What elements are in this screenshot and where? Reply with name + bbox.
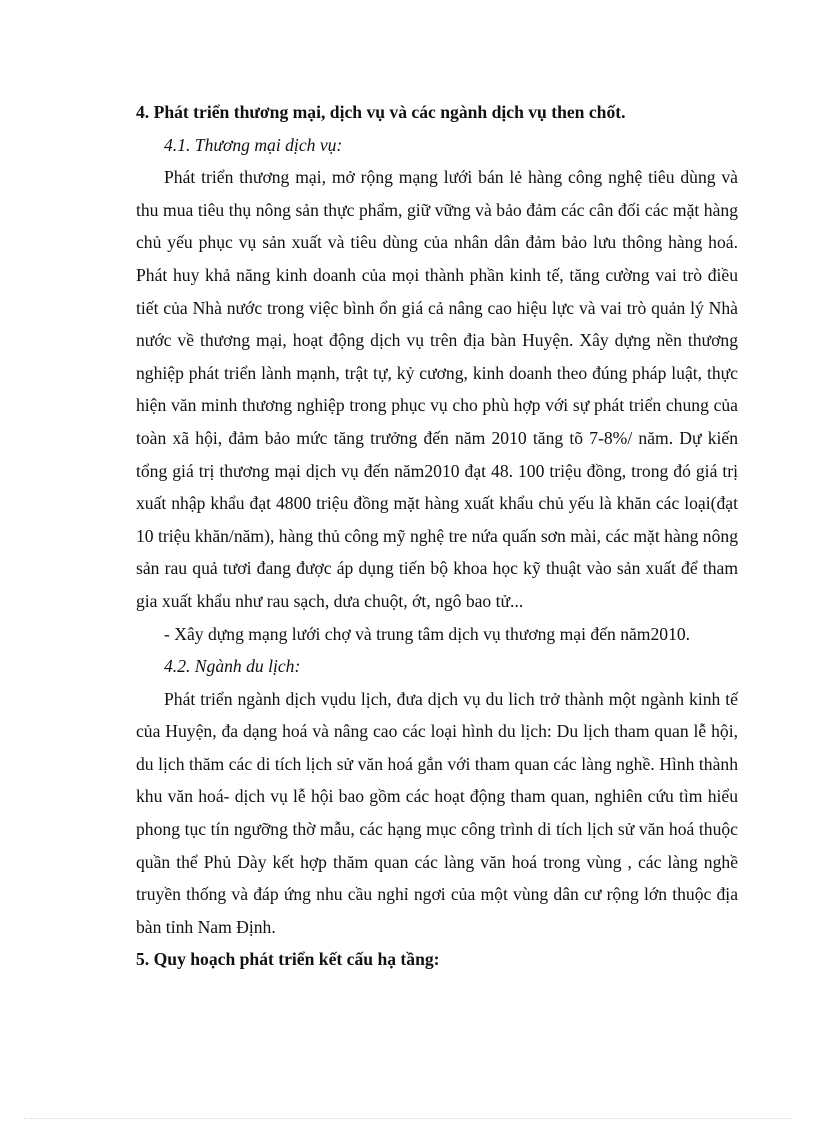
subsection-4-2-title: 4.2. Ngành du lịch:	[164, 656, 301, 677]
section-4-heading: 4. Phát triển thương mại, dịch vụ và các ngành dịch vụ then chốt.	[136, 102, 626, 122]
subsection-4-1-paragraph: Phát triển thương mại, mở rộng mạng lưới bán lẻ hàng công nghệ tiêu dùng và thu mua tiêu thụ nông sản thực phẩm, giữ vững và bảo đảm các cân đối các mặt hàng chủ yếu phục vụ sản xuất và tiêu dùng của nhân dân đảm bảo lưu thông hàng hoá. Phát huy khả năng kinh doanh của mọi thành phần kinh tế, tăng cường vai trò điều tiết của Nhà nước trong việc bình ổn giá cả nâng cao hiệu lực và vai trò quản lý Nhà nước về thương mại, hoạt động dịch vụ trên địa bàn Huyện. Xây dựng nền thương nghiệp phát triển lành mạnh, trật tự, kỷ cương, kinh doanh theo đúng pháp luật, thực hiện văn minh thương nghiệp trong phục vụ cho phù hợp với sự phát triển chung của toàn xã hội, đảm bảo mức tăng trưởng đến năm 2010 tăng tõ 7-8%/ năm. Dự kiến tổng giá trị thương mại dịch vụ đến năm2010 đạt 48. 100 triệu đồng, trong đó giá trị xuất nhập khẩu đạt 4800 triệu đồng mặt hàng xuất khẩu chủ yếu là khăn các loại(đạt 10 triệu khăn/năm), hàng thủ công mỹ nghệ tre nứa quấn sơn mài, các mặt hàng nông sản rau quả tươi đang được áp dụng tiến bộ khoa học kỹ thuật vào sản xuất để tham gia xuất khẩu như rau sạch, dưa chuột, ớt, ngô bao tử...	[136, 167, 738, 611]
subsection-4-1-bullet: - Xây dựng mạng lưới chợ và trung tâm dịch vụ thương mại đến năm2010.	[164, 623, 691, 644]
subsection-4-2-paragraph: Phát triển ngành dịch vụdu lịch, đưa dịch vụ du lich trở thành một ngành kinh tế của Huyện, đa dạng hoá và nâng cao các loại hình du lịch: Du lịch tham quan lễ hội, du lịch thăm các di tích lịch sử văn hoá gắn với tham quan các làng nghề. Hình thành khu văn hoá- dịch vụ lễ hội bao gồm các hoạt động tham quan, nghiên cứu tìm hiểu phong tục tín ngưỡng thờ mẫu, các hạng mục công trình di tích lịch sử văn hoá thuộc quần thể Phủ Dày kết hợp thăm quan các làng văn hoá trong vùng , các làng nghề truyền thống và đáp ứng nhu cầu nghỉ ngơi của một vùng dân cư rộng lớn thuộc địa bàn tỉnh Nam Định.	[136, 688, 738, 937]
section-5-heading: 5. Quy hoạch phát triển kết cấu hạ tầng:	[136, 949, 440, 970]
page-bottom-divider	[24, 1118, 792, 1119]
document-body	[136, 96, 738, 976]
subsection-4-1-title: 4.1. Thương mại dịch vụ:	[164, 134, 343, 155]
